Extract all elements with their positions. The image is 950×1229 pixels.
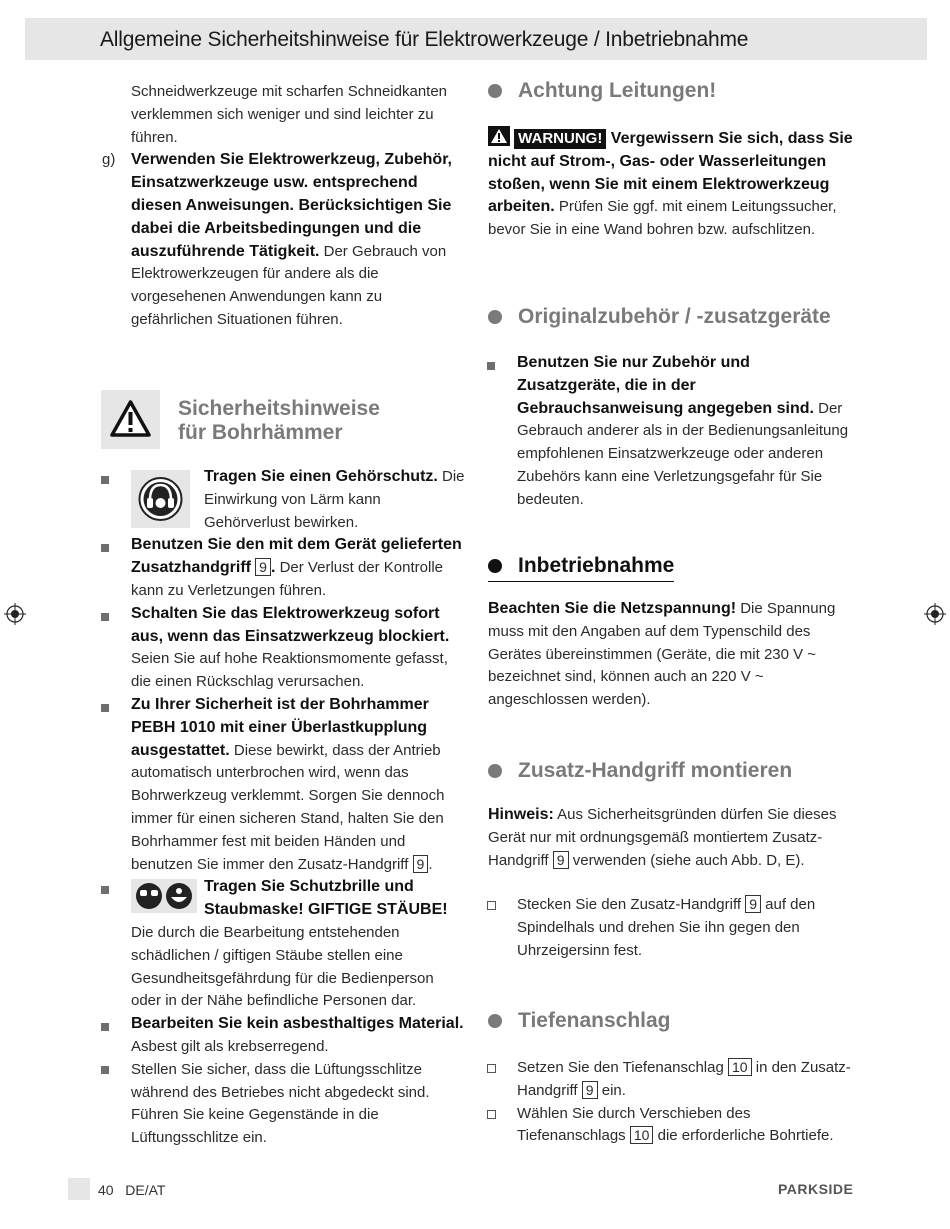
reference-number: 9: [413, 855, 429, 873]
warning-tag: WARNUNG!: [514, 129, 606, 149]
footer-box: [68, 1178, 90, 1200]
reference-number: 10: [630, 1126, 654, 1144]
bullet-dot-icon: [488, 84, 502, 98]
section-heading: Zusatz-Handgriff montieren: [488, 758, 853, 784]
section-heading: Tiefenanschlag: [488, 1008, 853, 1034]
checkbox-icon: [487, 1110, 496, 1119]
page-number: 40 DE/AT: [98, 1182, 166, 1198]
reference-number: 10: [728, 1058, 752, 1076]
bullet-dot-icon: [488, 310, 502, 324]
step-item: Wählen Sie durch Verschieben des Tiefenanschlags 10 die erforderliche Bohrtiefe.: [488, 1103, 853, 1149]
bullet-dot-icon: [488, 1014, 502, 1028]
reference-number: 9: [553, 851, 569, 869]
list-item-g: [102, 149, 467, 331]
list-item: Benutzen Sie den mit dem Gerät gelieferten Zusatzhandgriff 9 . Der Verlust der Kontrolle kann zu Verletzungen führen.: [102, 534, 467, 602]
list-item: [102, 603, 467, 694]
bullet-dot-icon: [488, 559, 502, 573]
warning-paragraph: WARNUNG! Vergewissern Sie sich, dass Sie nicht auf Strom-, Gas- oder Wasserleitungen stoßen, wenn Sie mit einem Elektrowerkzeug arbeiten. Prüfen Sie ggf. mit einem Leitungssucher, bevor Sie in eine Wand bohren bzw. aufschlitzen.: [488, 126, 853, 242]
item-text: Die Einwirkung von Lärm kann Gehörverlust bewirken.: [204, 468, 465, 531]
list-item: [102, 876, 467, 1013]
left-column-list: [102, 466, 467, 1150]
list-item: [102, 1013, 467, 1059]
goggles-mask-icon: [131, 879, 197, 913]
item-text: Seien Sie auf hohe Reaktionsmomente gefasst, die einen Rückschlag verursachen.: [131, 650, 448, 691]
paragraph: Beachten Sie die Netzspannung! Die Spannung muss mit den Angaben auf dem Typenschild des Gerätes übereinstimmen (Geräte, die mit 230 V ~ bezeichnet sind, können auch an 220 V ~ angeschlossen werden).: [488, 600, 836, 709]
item-text: Stellen Sie sicher, dass die Lüftungsschlitze während des Betriebes nicht abgedeckt sind. Führen Sie keine Gegenstände in die Lüftungsschlitze ein.: [131, 1060, 430, 1147]
section-heading: Originalzubehör / -zusatzgeräte: [488, 304, 853, 330]
list-item: [102, 466, 467, 534]
list-item: Benutzen Sie nur Zubehör und Zusatzgeräte, die in der Gebrauchsanweisung angegeben sind. Der Gebrauch anderer als in der Bedienungsanleitung empfohlenen Einsatzwerkzeuge oder anderen Zubehörs kann eine Verletzungsgefahr für Sie bedeuten.: [488, 352, 853, 512]
page-title: Allgemeine Sicherheitshinweise für Elektrowerkzeuge / Inbetriebnahme: [100, 28, 749, 51]
intro-text: Schneidwerkzeuge mit scharfen Schneidkanten verklemmen sich weniger und sind leichter zu führen.: [131, 83, 448, 146]
section-achtung-leitungen: [488, 78, 853, 242]
item-text: Der Gebrauch von Elektrowerkzeugen für andere als die vorgesehenen Anwendungen kann zu gefährlichen Situationen führen.: [131, 242, 447, 328]
section-tiefenanschlag: [488, 1008, 853, 1148]
brand-logo: PARKSIDE: [778, 1181, 854, 1197]
step-item: Setzen Sie den Tiefenanschlag 10 in den Zusatz-Handgriff 9 ein.: [488, 1057, 853, 1103]
checkbox-icon: [487, 901, 496, 910]
item-text: Der Verlust der Kontrolle kann zu Verletzungen führen.: [131, 559, 443, 599]
warning-triangle-icon: [488, 126, 510, 146]
paragraph: Hinweis: Aus Sicherheitsgründen dürfen Sie dieses Gerät nur mit ordnungsgemäß montiertem Zusatz-Handgriff 9 verwenden (siehe auch Abb. D, E).: [488, 806, 837, 869]
list-item: Zu Ihrer Sicherheit ist der Bohrhammer PEBH 1010 mit einer Überlastkupplung ausgestattet. Diese bewirkt, dass der Antrieb automatisch unterbrochen wird, wenn das Bohrwerkzeug verklemmt. Sorgen Sie dennoch immer für einen sicheren Stand, halten Sie den Bohrhammer fest mit beiden Händen und benutzen Sie immer den Zusatz-Handgriff 9 .: [102, 694, 467, 876]
reference-number: 9: [745, 895, 761, 913]
item-bold-text: Tragen Sie Schutzbrille und Staubmaske! GIFTIGE STÄUBE!: [204, 878, 448, 919]
section-heading-bohrhaemmer: Sicherheitshinweise für Bohrhämmer: [178, 397, 380, 444]
item-text: Asbest gilt als krebserregend.: [131, 1037, 329, 1055]
item-bold-text: Zu Ihrer Sicherheit ist der Bohrhammer PEBH 1010 mit einer Überlastkupplung ausgestattet.: [131, 695, 429, 759]
step-item: Stecken Sie den Zusatz-Handgriff 9 auf den Spindelhals und drehen Sie ihn gegen den Uhrzeigersinn fest.: [488, 894, 853, 962]
registration-mark-icon: [924, 603, 946, 625]
item-bold-text: Benutzen Sie den mit dem Gerät gelieferten Zusatzhandgriff: [131, 536, 462, 577]
reference-number: 9: [582, 1081, 598, 1099]
item-text: Die durch die Bearbeitung entstehenden schädlichen / giftigen Stäube stellen eine Gesundheitsgefährdung für die Bedienperson oder in der Nähe befindliche Personen dar.: [131, 923, 434, 1010]
item-bold-text: Tragen Sie einen Gehörschutz.: [204, 468, 438, 485]
warning-icon-box: [101, 390, 160, 449]
section-heading: Achtung Leitungen!: [488, 78, 853, 104]
ear-protection-icon: [131, 470, 190, 528]
section-inbetriebnahme: [488, 553, 853, 712]
bullet-dot-icon: [488, 764, 502, 778]
section-zusatz-handgriff: [488, 758, 853, 963]
item-bold-text: Verwenden Sie Elektrowerkzeug, Zubehör, Einsatzwerkzeuge usw. entsprechend diesen Anweisungen. Berücksichtigen Sie dabei die Arbeitsbedingungen und die auszuführende Tätigkeit.: [131, 151, 452, 260]
list-item: [102, 1059, 467, 1150]
section-originalzubehoer: [488, 304, 853, 512]
reference-number: 9: [255, 558, 271, 576]
section-heading: Inbetriebnahme: [488, 553, 674, 582]
warning-triangle-icon: [101, 390, 160, 449]
left-column-top: [102, 81, 467, 332]
item-label: g): [102, 151, 116, 169]
item-bold-text: Bearbeiten Sie kein asbesthaltiges Material.: [131, 1015, 464, 1033]
registration-mark-icon: [4, 603, 26, 625]
item-text: Diese bewirkt, dass der Antrieb automatisch unterbrochen wird, wenn das Bohrwerkzeug verklemmt. Sorgen Sie dennoch immer für einen sicheren Stand, halten Sie den Bohrhammer fest mit beiden Händen und benutzen Sie immer den Zusatz-Handgriff: [131, 741, 445, 873]
checkbox-icon: [487, 1064, 496, 1073]
item-bold-text: Schalten Sie das Elektrowerkzeug sofort aus, wenn das Einsatzwerkzeug blockiert.: [131, 604, 450, 645]
